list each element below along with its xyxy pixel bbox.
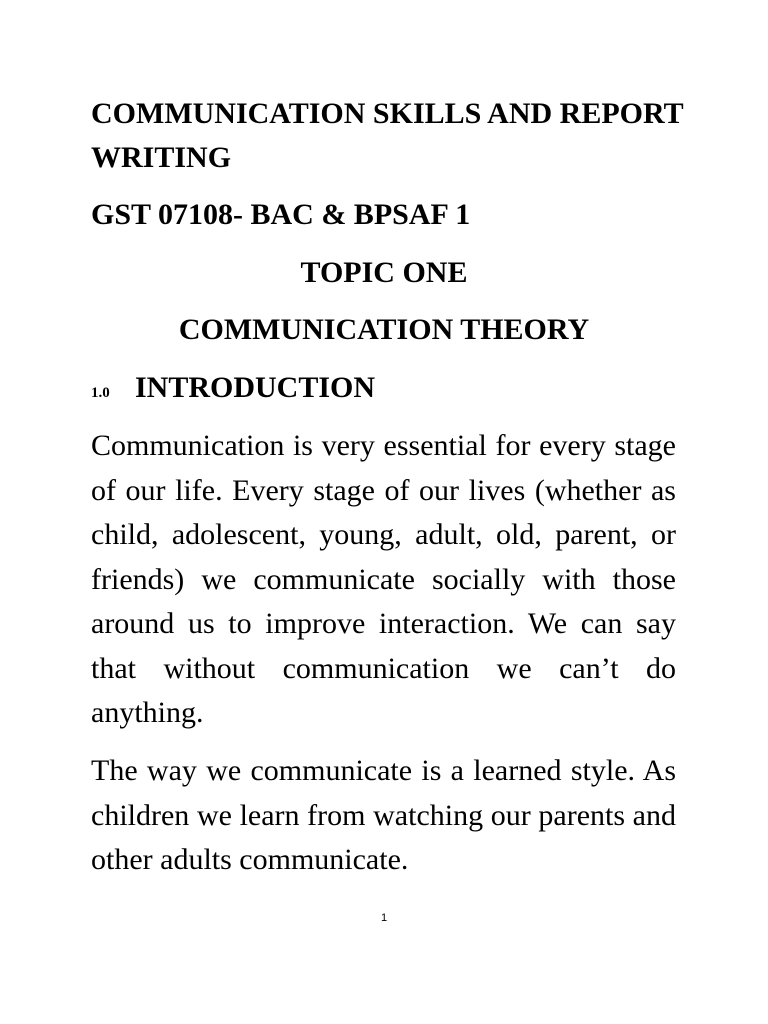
document-title: COMMUNICATION SKILLS AND REPORT WRITING <box>91 97 684 174</box>
paragraph-learned-style: The way we communicate is a learned style. As children we learn from watching our parents and other adults communicate. <box>91 754 676 876</box>
course-code: GST 07108- BAC & BPSAF 1 <box>91 198 471 231</box>
section-number: 1.0 <box>91 385 110 401</box>
topic-title: COMMUNICATION THEORY <box>178 313 590 346</box>
section-heading <box>91 366 375 415</box>
section-title: INTRODUCTION <box>135 371 376 404</box>
page-number: 1 <box>380 912 388 924</box>
topic-label: TOPIC ONE <box>300 256 468 289</box>
paragraph-introduction: Communication is very essential for every stage of our life. Every stage of our lives (whether as child, adolescent, young, adult, old, parent, or friends) we communicate socially with those around us to improve interaction. We can say that without communication we can’t do anything. <box>91 429 676 729</box>
